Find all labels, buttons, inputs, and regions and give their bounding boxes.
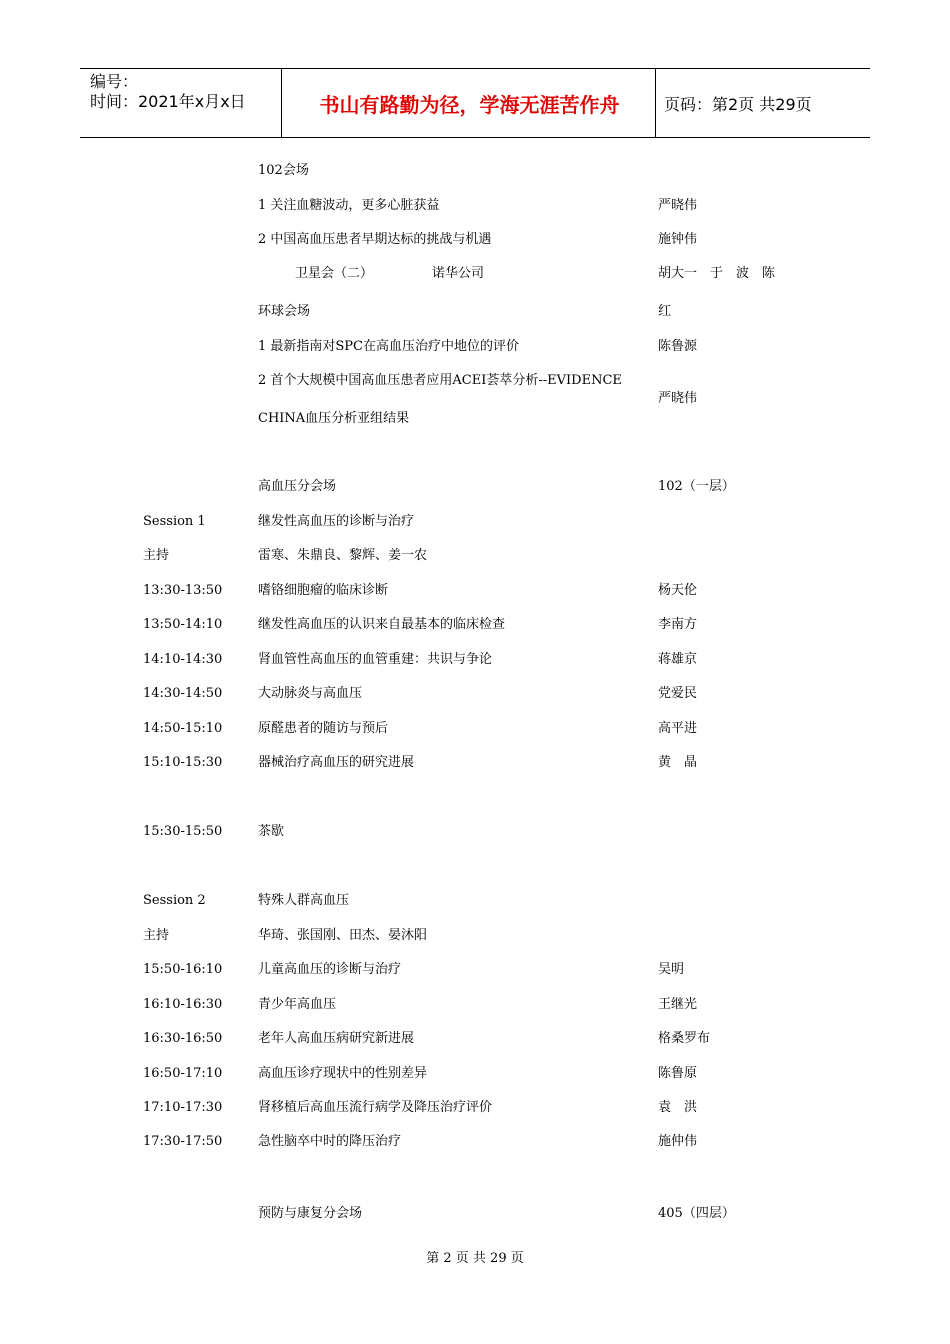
talk-title: 嗜铬细胞瘤的临床诊断	[258, 583, 389, 598]
talk-speaker: 格桑罗布	[658, 1031, 711, 1046]
break-title: 茶歇	[258, 824, 285, 839]
talk-title: 急性脑卒中时的降压治疗	[258, 1134, 402, 1149]
talk-title: 2 中国高血压患者早期达标的挑战与机遇	[258, 232, 492, 247]
chair-label: 主持	[143, 548, 170, 563]
talk-speaker: 吴明	[658, 962, 685, 977]
header-motto: 书山有路勤为径，学海无涯苦作舟	[319, 92, 620, 117]
talk-speaker: 陈鲁源	[658, 339, 698, 354]
talk-title: 大动脉炎与高血压	[258, 686, 363, 701]
talk-time: 14:30-14:50	[143, 686, 223, 701]
talk-title: 儿童高血压的诊断与治疗	[258, 962, 402, 977]
talk-time: 16:50-17:10	[143, 1066, 223, 1081]
talk-speaker: 严晓伟	[658, 198, 698, 213]
talk-speaker: 杨天伦	[658, 583, 698, 598]
talk-title: 器械治疗高血压的研究进展	[258, 755, 415, 770]
number-label: 编号：	[90, 72, 139, 91]
talk-time: 14:50-15:10	[143, 721, 223, 736]
talk-speaker: 高平进	[658, 721, 698, 736]
page-footer: 第 2 页 共 29 页	[426, 1251, 524, 1266]
talk-title: 继发性高血压的认识来自最基本的临床检查	[258, 617, 506, 632]
talk-time: 14:10-14:30	[143, 652, 223, 667]
break-time: 15:30-15:50	[143, 824, 223, 839]
talk-title: 老年人高血压病研究新进展	[258, 1031, 415, 1046]
talk-speaker: 蒋雄京	[658, 652, 698, 667]
chairs: 华琦、张国刚、田杰、晏沐阳	[258, 928, 428, 943]
session-title: 特殊人群高血压	[258, 893, 350, 908]
talk-speaker: 严晓伟	[658, 391, 698, 406]
header-page-info: 页码：第2页 共29页	[664, 94, 812, 114]
header-meta	[90, 72, 285, 112]
satellite-name: 卫星会（二）	[295, 266, 374, 281]
talk-time: 13:50-14:10	[143, 617, 223, 632]
talk-speaker: 党爱民	[658, 686, 698, 701]
satellite-company: 诺华公司	[432, 266, 485, 281]
date-text: 时间：2021年x月x日	[90, 92, 246, 111]
talk-title: 1 关注血糖波动，更多心脏获益	[258, 198, 440, 213]
chair-label: 主持	[143, 928, 170, 943]
talk-title: 2 首个大规模中国高血压患者应用ACEI荟萃分析--EVIDENCE	[258, 373, 622, 388]
hall-102-title: 102会场	[258, 163, 309, 178]
session-title: 继发性高血压的诊断与治疗	[258, 514, 415, 529]
session-label: Session 1	[143, 514, 206, 529]
talk-title: 肾移植后高血压流行病学及降压治疗评价	[258, 1100, 493, 1115]
talk-speaker: 施仲伟	[658, 1134, 698, 1149]
talk-title: 肾血管性高血压的血管重建：共识与争论	[258, 652, 493, 667]
prevention-hall-title: 预防与康复分会场	[258, 1206, 363, 1221]
talk-speaker: 施钟伟	[658, 232, 698, 247]
talk-title: 高血压诊疗现状中的性别差异	[258, 1066, 428, 1081]
global-hall-title: 环球会场	[258, 304, 311, 319]
hypertension-hall-title: 高血压分会场	[258, 479, 337, 494]
talk-title-cont: CHINA血压分析亚组结果	[258, 411, 410, 426]
talk-time: 16:30-16:50	[143, 1031, 223, 1046]
chairs: 雷寒、朱鼎良、黎辉、姜一农	[258, 548, 428, 563]
talk-speaker: 黄 晶	[658, 755, 698, 770]
talk-speaker: 李南方	[658, 617, 698, 632]
satellite-hosts: 胡大一 于 波 陈	[658, 266, 776, 281]
talk-title: 1 最新指南对SPC在高血压治疗中地位的评价	[258, 339, 520, 354]
talk-time: 15:50-16:10	[143, 962, 223, 977]
talk-time: 17:10-17:30	[143, 1100, 223, 1115]
talk-title: 原醛患者的随访与预后	[258, 721, 389, 736]
talk-title: 青少年高血压	[258, 997, 337, 1012]
header-divider	[281, 69, 282, 137]
talk-time: 17:30-17:50	[143, 1134, 223, 1149]
hall-room: 102（一层）	[658, 479, 735, 494]
header-divider	[655, 69, 656, 137]
talk-time: 13:30-13:50	[143, 583, 223, 598]
session-label: Session 2	[143, 893, 206, 908]
satellite-hosts-cont: 红	[658, 304, 672, 319]
talk-time: 16:10-16:30	[143, 997, 223, 1012]
talk-speaker: 陈鲁原	[658, 1066, 698, 1081]
hall-room: 405（四层）	[658, 1206, 735, 1221]
page-header	[80, 68, 870, 138]
talk-time: 15:10-15:30	[143, 755, 223, 770]
talk-speaker: 王继光	[658, 997, 698, 1012]
talk-speaker: 袁 洪	[658, 1100, 698, 1115]
